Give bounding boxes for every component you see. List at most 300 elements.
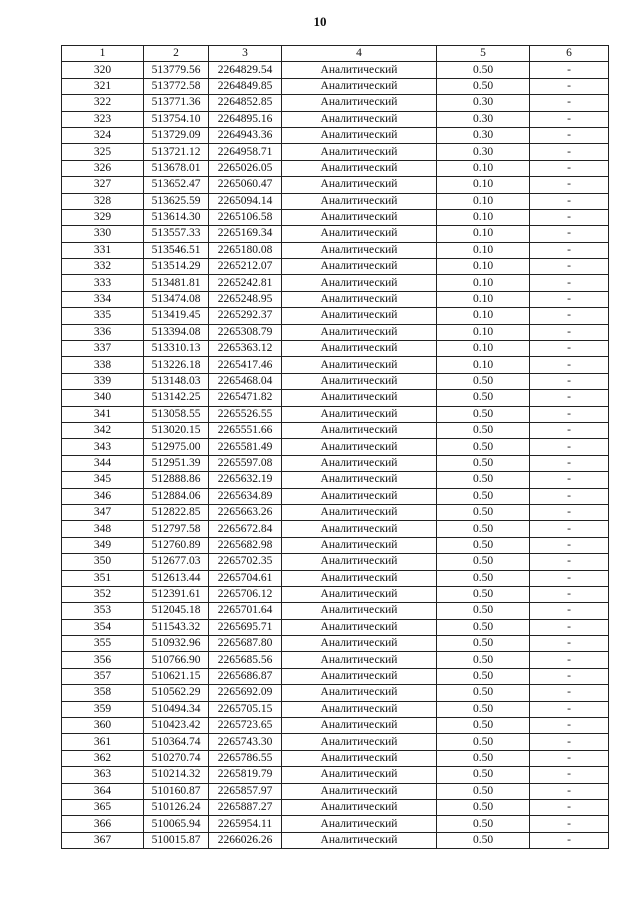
method-cell: Аналитический: [282, 308, 437, 324]
point-number-cell: 326: [62, 160, 144, 176]
note-cell: -: [530, 799, 609, 815]
point-number-cell: 363: [62, 767, 144, 783]
method-cell: Аналитический: [282, 718, 437, 734]
y-coordinate-cell: 2264895.16: [209, 111, 282, 127]
point-number-cell: 322: [62, 95, 144, 111]
x-coordinate-cell: 510766.90: [144, 652, 209, 668]
x-coordinate-cell: 512760.89: [144, 537, 209, 553]
table-row: [62, 160, 609, 176]
accuracy-cell: 0.50: [437, 455, 530, 471]
x-coordinate-cell: 513771.36: [144, 95, 209, 111]
x-coordinate-cell: 510494.34: [144, 701, 209, 717]
x-coordinate-cell: 510065.94: [144, 816, 209, 832]
note-cell: -: [530, 554, 609, 570]
point-number-cell: 345: [62, 472, 144, 488]
note-cell: -: [530, 816, 609, 832]
note-cell: -: [530, 472, 609, 488]
accuracy-cell: 0.50: [437, 832, 530, 848]
table-row: [62, 734, 609, 750]
column-header: 5: [437, 46, 530, 62]
note-cell: -: [530, 586, 609, 602]
accuracy-cell: 0.10: [437, 259, 530, 275]
method-cell: Аналитический: [282, 668, 437, 684]
y-coordinate-cell: 2265581.49: [209, 439, 282, 455]
table-row: [62, 586, 609, 602]
y-coordinate-cell: 2265632.19: [209, 472, 282, 488]
method-cell: Аналитический: [282, 95, 437, 111]
y-coordinate-cell: 2265212.07: [209, 259, 282, 275]
x-coordinate-cell: 513546.51: [144, 242, 209, 258]
point-number-cell: 333: [62, 275, 144, 291]
x-coordinate-cell: 513557.33: [144, 226, 209, 242]
point-number-cell: 339: [62, 373, 144, 389]
point-number-cell: 323: [62, 111, 144, 127]
accuracy-cell: 0.10: [437, 226, 530, 242]
note-cell: -: [530, 275, 609, 291]
x-coordinate-cell: 513721.12: [144, 144, 209, 160]
y-coordinate-cell: 2265308.79: [209, 324, 282, 340]
y-coordinate-cell: 2265705.15: [209, 701, 282, 717]
accuracy-cell: 0.50: [437, 554, 530, 570]
method-cell: Аналитический: [282, 832, 437, 848]
point-number-cell: 325: [62, 144, 144, 160]
table-row: [62, 537, 609, 553]
accuracy-cell: 0.50: [437, 78, 530, 94]
accuracy-cell: 0.50: [437, 406, 530, 422]
accuracy-cell: 0.50: [437, 521, 530, 537]
note-cell: -: [530, 341, 609, 357]
note-cell: -: [530, 242, 609, 258]
accuracy-cell: 0.10: [437, 242, 530, 258]
accuracy-cell: 0.50: [437, 668, 530, 684]
x-coordinate-cell: 513419.45: [144, 308, 209, 324]
accuracy-cell: 0.50: [437, 570, 530, 586]
accuracy-cell: 0.50: [437, 799, 530, 815]
method-cell: Аналитический: [282, 570, 437, 586]
y-coordinate-cell: 2265180.08: [209, 242, 282, 258]
x-coordinate-cell: 513754.10: [144, 111, 209, 127]
y-coordinate-cell: 2265685.56: [209, 652, 282, 668]
method-cell: Аналитический: [282, 422, 437, 438]
note-cell: -: [530, 537, 609, 553]
method-cell: Аналитический: [282, 127, 437, 143]
method-cell: Аналитический: [282, 144, 437, 160]
point-number-cell: 344: [62, 455, 144, 471]
point-number-cell: 357: [62, 668, 144, 684]
x-coordinate-cell: 513474.08: [144, 291, 209, 307]
x-coordinate-cell: 513514.29: [144, 259, 209, 275]
point-number-cell: 365: [62, 799, 144, 815]
y-coordinate-cell: 2264829.54: [209, 62, 282, 78]
note-cell: -: [530, 324, 609, 340]
point-number-cell: 329: [62, 209, 144, 225]
accuracy-cell: 0.50: [437, 636, 530, 652]
y-coordinate-cell: 2265702.35: [209, 554, 282, 570]
point-number-cell: 361: [62, 734, 144, 750]
table-row: [62, 652, 609, 668]
table-row: [62, 111, 609, 127]
column-header: 6: [530, 46, 609, 62]
x-coordinate-cell: 513625.59: [144, 193, 209, 209]
note-cell: -: [530, 521, 609, 537]
point-number-cell: 362: [62, 750, 144, 766]
method-cell: Аналитический: [282, 619, 437, 635]
note-cell: -: [530, 111, 609, 127]
accuracy-cell: 0.50: [437, 816, 530, 832]
x-coordinate-cell: 510126.24: [144, 799, 209, 815]
y-coordinate-cell: 2264852.85: [209, 95, 282, 111]
method-cell: Аналитический: [282, 554, 437, 570]
x-coordinate-cell: 512045.18: [144, 603, 209, 619]
y-coordinate-cell: 2265695.71: [209, 619, 282, 635]
point-number-cell: 353: [62, 603, 144, 619]
note-cell: -: [530, 832, 609, 848]
note-cell: -: [530, 357, 609, 373]
note-cell: -: [530, 652, 609, 668]
table-row: [62, 619, 609, 635]
y-coordinate-cell: 2265363.12: [209, 341, 282, 357]
method-cell: Аналитический: [282, 275, 437, 291]
accuracy-cell: 0.50: [437, 390, 530, 406]
x-coordinate-cell: 512613.44: [144, 570, 209, 586]
table-row: [62, 636, 609, 652]
note-cell: -: [530, 750, 609, 766]
accuracy-cell: 0.10: [437, 193, 530, 209]
table-row: [62, 603, 609, 619]
note-cell: -: [530, 439, 609, 455]
point-number-cell: 341: [62, 406, 144, 422]
y-coordinate-cell: 2265242.81: [209, 275, 282, 291]
table-row: [62, 209, 609, 225]
note-cell: -: [530, 636, 609, 652]
note-cell: -: [530, 209, 609, 225]
point-number-cell: 343: [62, 439, 144, 455]
method-cell: Аналитический: [282, 324, 437, 340]
x-coordinate-cell: 513481.81: [144, 275, 209, 291]
note-cell: -: [530, 390, 609, 406]
note-cell: -: [530, 291, 609, 307]
accuracy-cell: 0.50: [437, 701, 530, 717]
table-row: [62, 488, 609, 504]
accuracy-cell: 0.10: [437, 177, 530, 193]
point-number-cell: 358: [62, 685, 144, 701]
y-coordinate-cell: 2265468.04: [209, 373, 282, 389]
y-coordinate-cell: 2265682.98: [209, 537, 282, 553]
point-number-cell: 331: [62, 242, 144, 258]
accuracy-cell: 0.30: [437, 111, 530, 127]
method-cell: Аналитический: [282, 160, 437, 176]
note-cell: -: [530, 422, 609, 438]
note-cell: -: [530, 406, 609, 422]
column-header: 2: [144, 46, 209, 62]
note-cell: -: [530, 127, 609, 143]
table-row: [62, 341, 609, 357]
note-cell: -: [530, 144, 609, 160]
method-cell: Аналитический: [282, 177, 437, 193]
point-number-cell: 320: [62, 62, 144, 78]
y-coordinate-cell: 2264849.85: [209, 78, 282, 94]
column-header: 4: [282, 46, 437, 62]
method-cell: Аналитический: [282, 472, 437, 488]
table-row: [62, 521, 609, 537]
point-number-cell: 328: [62, 193, 144, 209]
accuracy-cell: 0.50: [437, 504, 530, 520]
accuracy-cell: 0.50: [437, 586, 530, 602]
method-cell: Аналитический: [282, 537, 437, 553]
x-coordinate-cell: 510562.29: [144, 685, 209, 701]
method-cell: Аналитический: [282, 78, 437, 94]
x-coordinate-cell: 510214.32: [144, 767, 209, 783]
y-coordinate-cell: 2265634.89: [209, 488, 282, 504]
y-coordinate-cell: 2265094.14: [209, 193, 282, 209]
table-row: [62, 439, 609, 455]
note-cell: -: [530, 504, 609, 520]
method-cell: Аналитический: [282, 242, 437, 258]
y-coordinate-cell: 2265417.46: [209, 357, 282, 373]
table-row: [62, 62, 609, 78]
y-coordinate-cell: 2265471.82: [209, 390, 282, 406]
accuracy-cell: 0.10: [437, 209, 530, 225]
accuracy-cell: 0.50: [437, 62, 530, 78]
y-coordinate-cell: 2265292.37: [209, 308, 282, 324]
note-cell: -: [530, 783, 609, 799]
method-cell: Аналитический: [282, 259, 437, 275]
table-row: [62, 701, 609, 717]
method-cell: Аналитический: [282, 701, 437, 717]
method-cell: Аналитический: [282, 636, 437, 652]
x-coordinate-cell: 510621.15: [144, 668, 209, 684]
table-row: [62, 127, 609, 143]
note-cell: -: [530, 685, 609, 701]
accuracy-cell: 0.10: [437, 275, 530, 291]
method-cell: Аналитический: [282, 586, 437, 602]
table-row: [62, 324, 609, 340]
table-row: [62, 78, 609, 94]
point-number-cell: 338: [62, 357, 144, 373]
method-cell: Аналитический: [282, 390, 437, 406]
point-number-cell: 334: [62, 291, 144, 307]
y-coordinate-cell: 2265060.47: [209, 177, 282, 193]
y-coordinate-cell: 2265786.55: [209, 750, 282, 766]
y-coordinate-cell: 2265169.34: [209, 226, 282, 242]
x-coordinate-cell: 512888.86: [144, 472, 209, 488]
x-coordinate-cell: 510364.74: [144, 734, 209, 750]
column-header: 1: [62, 46, 144, 62]
table-row: [62, 799, 609, 815]
table-row: [62, 767, 609, 783]
y-coordinate-cell: 2265743.30: [209, 734, 282, 750]
accuracy-cell: 0.10: [437, 160, 530, 176]
y-coordinate-cell: 2265954.11: [209, 816, 282, 832]
method-cell: Аналитический: [282, 750, 437, 766]
table-row: [62, 554, 609, 570]
note-cell: -: [530, 193, 609, 209]
accuracy-cell: 0.30: [437, 144, 530, 160]
note-cell: -: [530, 62, 609, 78]
table-row: [62, 406, 609, 422]
method-cell: Аналитический: [282, 767, 437, 783]
x-coordinate-cell: 513058.55: [144, 406, 209, 422]
table-row: [62, 832, 609, 848]
y-coordinate-cell: 2265026.05: [209, 160, 282, 176]
x-coordinate-cell: 513148.03: [144, 373, 209, 389]
y-coordinate-cell: 2265819.79: [209, 767, 282, 783]
point-number-cell: 348: [62, 521, 144, 537]
table-header-row: [62, 46, 609, 62]
y-coordinate-cell: 2265663.26: [209, 504, 282, 520]
note-cell: -: [530, 455, 609, 471]
method-cell: Аналитический: [282, 816, 437, 832]
x-coordinate-cell: 513394.08: [144, 324, 209, 340]
note-cell: -: [530, 570, 609, 586]
method-cell: Аналитический: [282, 341, 437, 357]
x-coordinate-cell: 512951.39: [144, 455, 209, 471]
x-coordinate-cell: 512677.03: [144, 554, 209, 570]
table-row: [62, 718, 609, 734]
table-row: [62, 373, 609, 389]
note-cell: -: [530, 668, 609, 684]
point-number-cell: 356: [62, 652, 144, 668]
note-cell: -: [530, 734, 609, 750]
point-number-cell: 321: [62, 78, 144, 94]
method-cell: Аналитический: [282, 291, 437, 307]
table-row: [62, 308, 609, 324]
x-coordinate-cell: 510423.42: [144, 718, 209, 734]
x-coordinate-cell: 513779.56: [144, 62, 209, 78]
method-cell: Аналитический: [282, 504, 437, 520]
x-coordinate-cell: 510270.74: [144, 750, 209, 766]
method-cell: Аналитический: [282, 685, 437, 701]
accuracy-cell: 0.50: [437, 619, 530, 635]
note-cell: -: [530, 701, 609, 717]
accuracy-cell: 0.50: [437, 439, 530, 455]
table-row: [62, 144, 609, 160]
point-number-cell: 324: [62, 127, 144, 143]
point-number-cell: 364: [62, 783, 144, 799]
method-cell: Аналитический: [282, 193, 437, 209]
y-coordinate-cell: 2266026.26: [209, 832, 282, 848]
table-row: [62, 455, 609, 471]
x-coordinate-cell: 510160.87: [144, 783, 209, 799]
accuracy-cell: 0.50: [437, 472, 530, 488]
method-cell: Аналитический: [282, 439, 437, 455]
point-number-cell: 340: [62, 390, 144, 406]
accuracy-cell: 0.50: [437, 488, 530, 504]
table-row: [62, 95, 609, 111]
column-header: 3: [209, 46, 282, 62]
table-row: [62, 177, 609, 193]
x-coordinate-cell: 512975.00: [144, 439, 209, 455]
table-row: [62, 357, 609, 373]
note-cell: -: [530, 95, 609, 111]
y-coordinate-cell: 2265106.58: [209, 209, 282, 225]
y-coordinate-cell: 2265723.65: [209, 718, 282, 734]
accuracy-cell: 0.10: [437, 357, 530, 373]
method-cell: Аналитический: [282, 111, 437, 127]
note-cell: -: [530, 160, 609, 176]
table-body: [62, 62, 609, 849]
method-cell: Аналитический: [282, 488, 437, 504]
point-number-cell: 351: [62, 570, 144, 586]
accuracy-cell: 0.50: [437, 783, 530, 799]
accuracy-cell: 0.10: [437, 291, 530, 307]
x-coordinate-cell: 513310.13: [144, 341, 209, 357]
x-coordinate-cell: 513772.58: [144, 78, 209, 94]
x-coordinate-cell: 510015.87: [144, 832, 209, 848]
table-row: [62, 816, 609, 832]
note-cell: -: [530, 373, 609, 389]
coordinates-table: [61, 45, 609, 849]
point-number-cell: 336: [62, 324, 144, 340]
table-row: [62, 504, 609, 520]
x-coordinate-cell: 513614.30: [144, 209, 209, 225]
accuracy-cell: 0.30: [437, 95, 530, 111]
method-cell: Аналитический: [282, 406, 437, 422]
point-number-cell: 349: [62, 537, 144, 553]
table-row: [62, 750, 609, 766]
method-cell: Аналитический: [282, 799, 437, 815]
accuracy-cell: 0.50: [437, 422, 530, 438]
accuracy-cell: 0.50: [437, 603, 530, 619]
accuracy-cell: 0.50: [437, 373, 530, 389]
note-cell: -: [530, 226, 609, 242]
y-coordinate-cell: 2265672.84: [209, 521, 282, 537]
accuracy-cell: 0.50: [437, 767, 530, 783]
x-coordinate-cell: 510932.96: [144, 636, 209, 652]
point-number-cell: 359: [62, 701, 144, 717]
x-coordinate-cell: 513652.47: [144, 177, 209, 193]
note-cell: -: [530, 767, 609, 783]
x-coordinate-cell: 512797.58: [144, 521, 209, 537]
accuracy-cell: 0.50: [437, 685, 530, 701]
x-coordinate-cell: 513020.15: [144, 422, 209, 438]
accuracy-cell: 0.50: [437, 652, 530, 668]
point-number-cell: 355: [62, 636, 144, 652]
accuracy-cell: 0.10: [437, 341, 530, 357]
page-number: 10: [313, 14, 327, 29]
point-number-cell: 330: [62, 226, 144, 242]
method-cell: Аналитический: [282, 226, 437, 242]
x-coordinate-cell: 512391.61: [144, 586, 209, 602]
y-coordinate-cell: 2265248.95: [209, 291, 282, 307]
note-cell: -: [530, 308, 609, 324]
method-cell: Аналитический: [282, 521, 437, 537]
table-row: [62, 570, 609, 586]
table-row: [62, 242, 609, 258]
point-number-cell: 346: [62, 488, 144, 504]
x-coordinate-cell: 513678.01: [144, 160, 209, 176]
point-number-cell: 327: [62, 177, 144, 193]
y-coordinate-cell: 2265857.97: [209, 783, 282, 799]
point-number-cell: 352: [62, 586, 144, 602]
point-number-cell: 366: [62, 816, 144, 832]
method-cell: Аналитический: [282, 357, 437, 373]
table-row: [62, 472, 609, 488]
note-cell: -: [530, 603, 609, 619]
method-cell: Аналитический: [282, 603, 437, 619]
note-cell: -: [530, 177, 609, 193]
y-coordinate-cell: 2265551.66: [209, 422, 282, 438]
y-coordinate-cell: 2265526.55: [209, 406, 282, 422]
method-cell: Аналитический: [282, 734, 437, 750]
method-cell: Аналитический: [282, 373, 437, 389]
note-cell: -: [530, 259, 609, 275]
note-cell: -: [530, 488, 609, 504]
y-coordinate-cell: 2264943.36: [209, 127, 282, 143]
accuracy-cell: 0.50: [437, 750, 530, 766]
accuracy-cell: 0.50: [437, 734, 530, 750]
point-number-cell: 332: [62, 259, 144, 275]
